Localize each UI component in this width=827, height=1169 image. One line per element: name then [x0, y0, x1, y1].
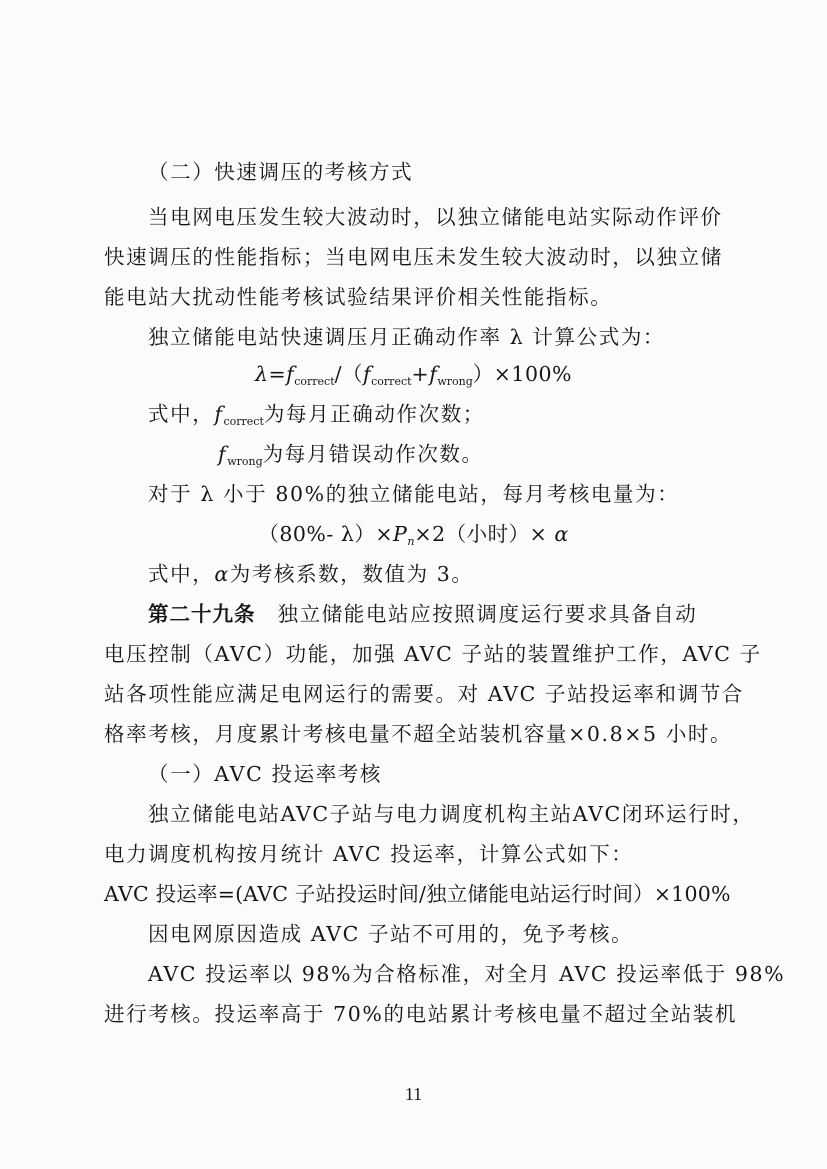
- formula-symbol: λ: [254, 362, 269, 386]
- paragraph-line: 独立储能电站快速调压月正确动作率 λ 计算公式为：: [148, 325, 666, 349]
- formula-definition: [148, 400, 788, 436]
- paragraph-line: 当电网电压发生较大波动时，以独立储能电站实际动作评价: [148, 205, 723, 229]
- formula-text: +: [411, 362, 430, 386]
- formula-lambda: [0, 360, 827, 396]
- formula-text: （80%- λ）×: [258, 522, 394, 546]
- formula-symbol: α: [554, 522, 569, 546]
- paragraph-line: 能电站大扰动性能考核试验结果评价相关性能指标。: [104, 285, 613, 309]
- formula-symbol: f: [214, 402, 224, 426]
- formula-symbol: f: [218, 442, 228, 466]
- formula-text: ×2（小时）×: [414, 522, 555, 546]
- formula-text: =: [268, 362, 287, 386]
- formula-symbol: P: [393, 522, 408, 546]
- paragraph-line: 站各项性能应满足电网运行的需要。对 AVC 子站投运率和调节合: [104, 682, 744, 706]
- formula-subscript: wrong: [437, 375, 473, 388]
- paragraph-line: 电力调度机构按月统计 AVC 投运率，计算公式如下：: [104, 842, 634, 866]
- definition-text: 为考核系数，数值为 3。: [229, 562, 474, 586]
- paragraph-line: AVC 投运率以 98%为合格标准，对全月 AVC 投运率低于 98%: [148, 962, 786, 986]
- formula-assessment: [0, 520, 827, 556]
- article-title: 第二十九条: [148, 602, 256, 626]
- definition-text: 为每月正确动作次数；: [263, 402, 485, 426]
- formula-subscript: correct: [371, 375, 412, 388]
- paragraph-line: 进行考核。投运率高于 70%的电站累计考核电量不超过全站装机: [104, 1002, 738, 1026]
- formula-symbol: f: [363, 362, 372, 386]
- section-heading-fast-voltage: （二）快速调压的考核方式: [148, 160, 414, 184]
- paragraph-line: 格率考核，月度累计考核电量不超全站装机容量×0.8×5 小时。: [104, 722, 733, 746]
- formula-text: ）×100%: [472, 362, 573, 386]
- formula-subscript: wrong: [227, 455, 263, 468]
- article-text: 独立储能电站应按照调度运行要求具备自动: [277, 602, 698, 626]
- definition-prefix: 式中，: [148, 402, 215, 426]
- page-number: 11: [404, 1084, 423, 1104]
- definition-prefix: 式中，: [148, 562, 215, 586]
- paragraph-line: 对于 λ 小于 80%的独立储能电站，每月考核电量为：: [148, 482, 680, 506]
- paragraph-line: 因电网原因造成 AVC 子站不可用的，免予考核。: [148, 922, 634, 946]
- article-line: [148, 600, 788, 628]
- section-heading-avc-rate: （一）AVC 投运率考核: [148, 762, 382, 786]
- formula-symbol: f: [429, 362, 438, 386]
- formula-text: /（: [334, 362, 364, 386]
- formula-subscript: n: [407, 535, 415, 548]
- formula-avc-rate: AVC 投运率=(AVC 子站投运时间/独立储能电站运行时间）×100%: [104, 882, 731, 906]
- definition-text: 为每月错误动作次数。: [262, 442, 484, 466]
- formula-definition: [218, 440, 827, 476]
- formula-symbol: f: [286, 362, 295, 386]
- formula-symbol: α: [214, 562, 230, 586]
- paragraph-line: 快速调压的性能指标；当电网电压未发生较大波动时，以独立储: [104, 245, 723, 269]
- paragraph-line: 电压控制（AVC）功能，加强 AVC 子站的装置维护工作，AVC 子: [104, 642, 762, 666]
- formula-subscript: correct: [223, 415, 264, 428]
- formula-definition: [148, 560, 788, 588]
- paragraph-line: 独立储能电站AVC子站与电力调度机构主站AVC闭环运行时，: [148, 802, 755, 826]
- formula-subscript: correct: [294, 375, 335, 388]
